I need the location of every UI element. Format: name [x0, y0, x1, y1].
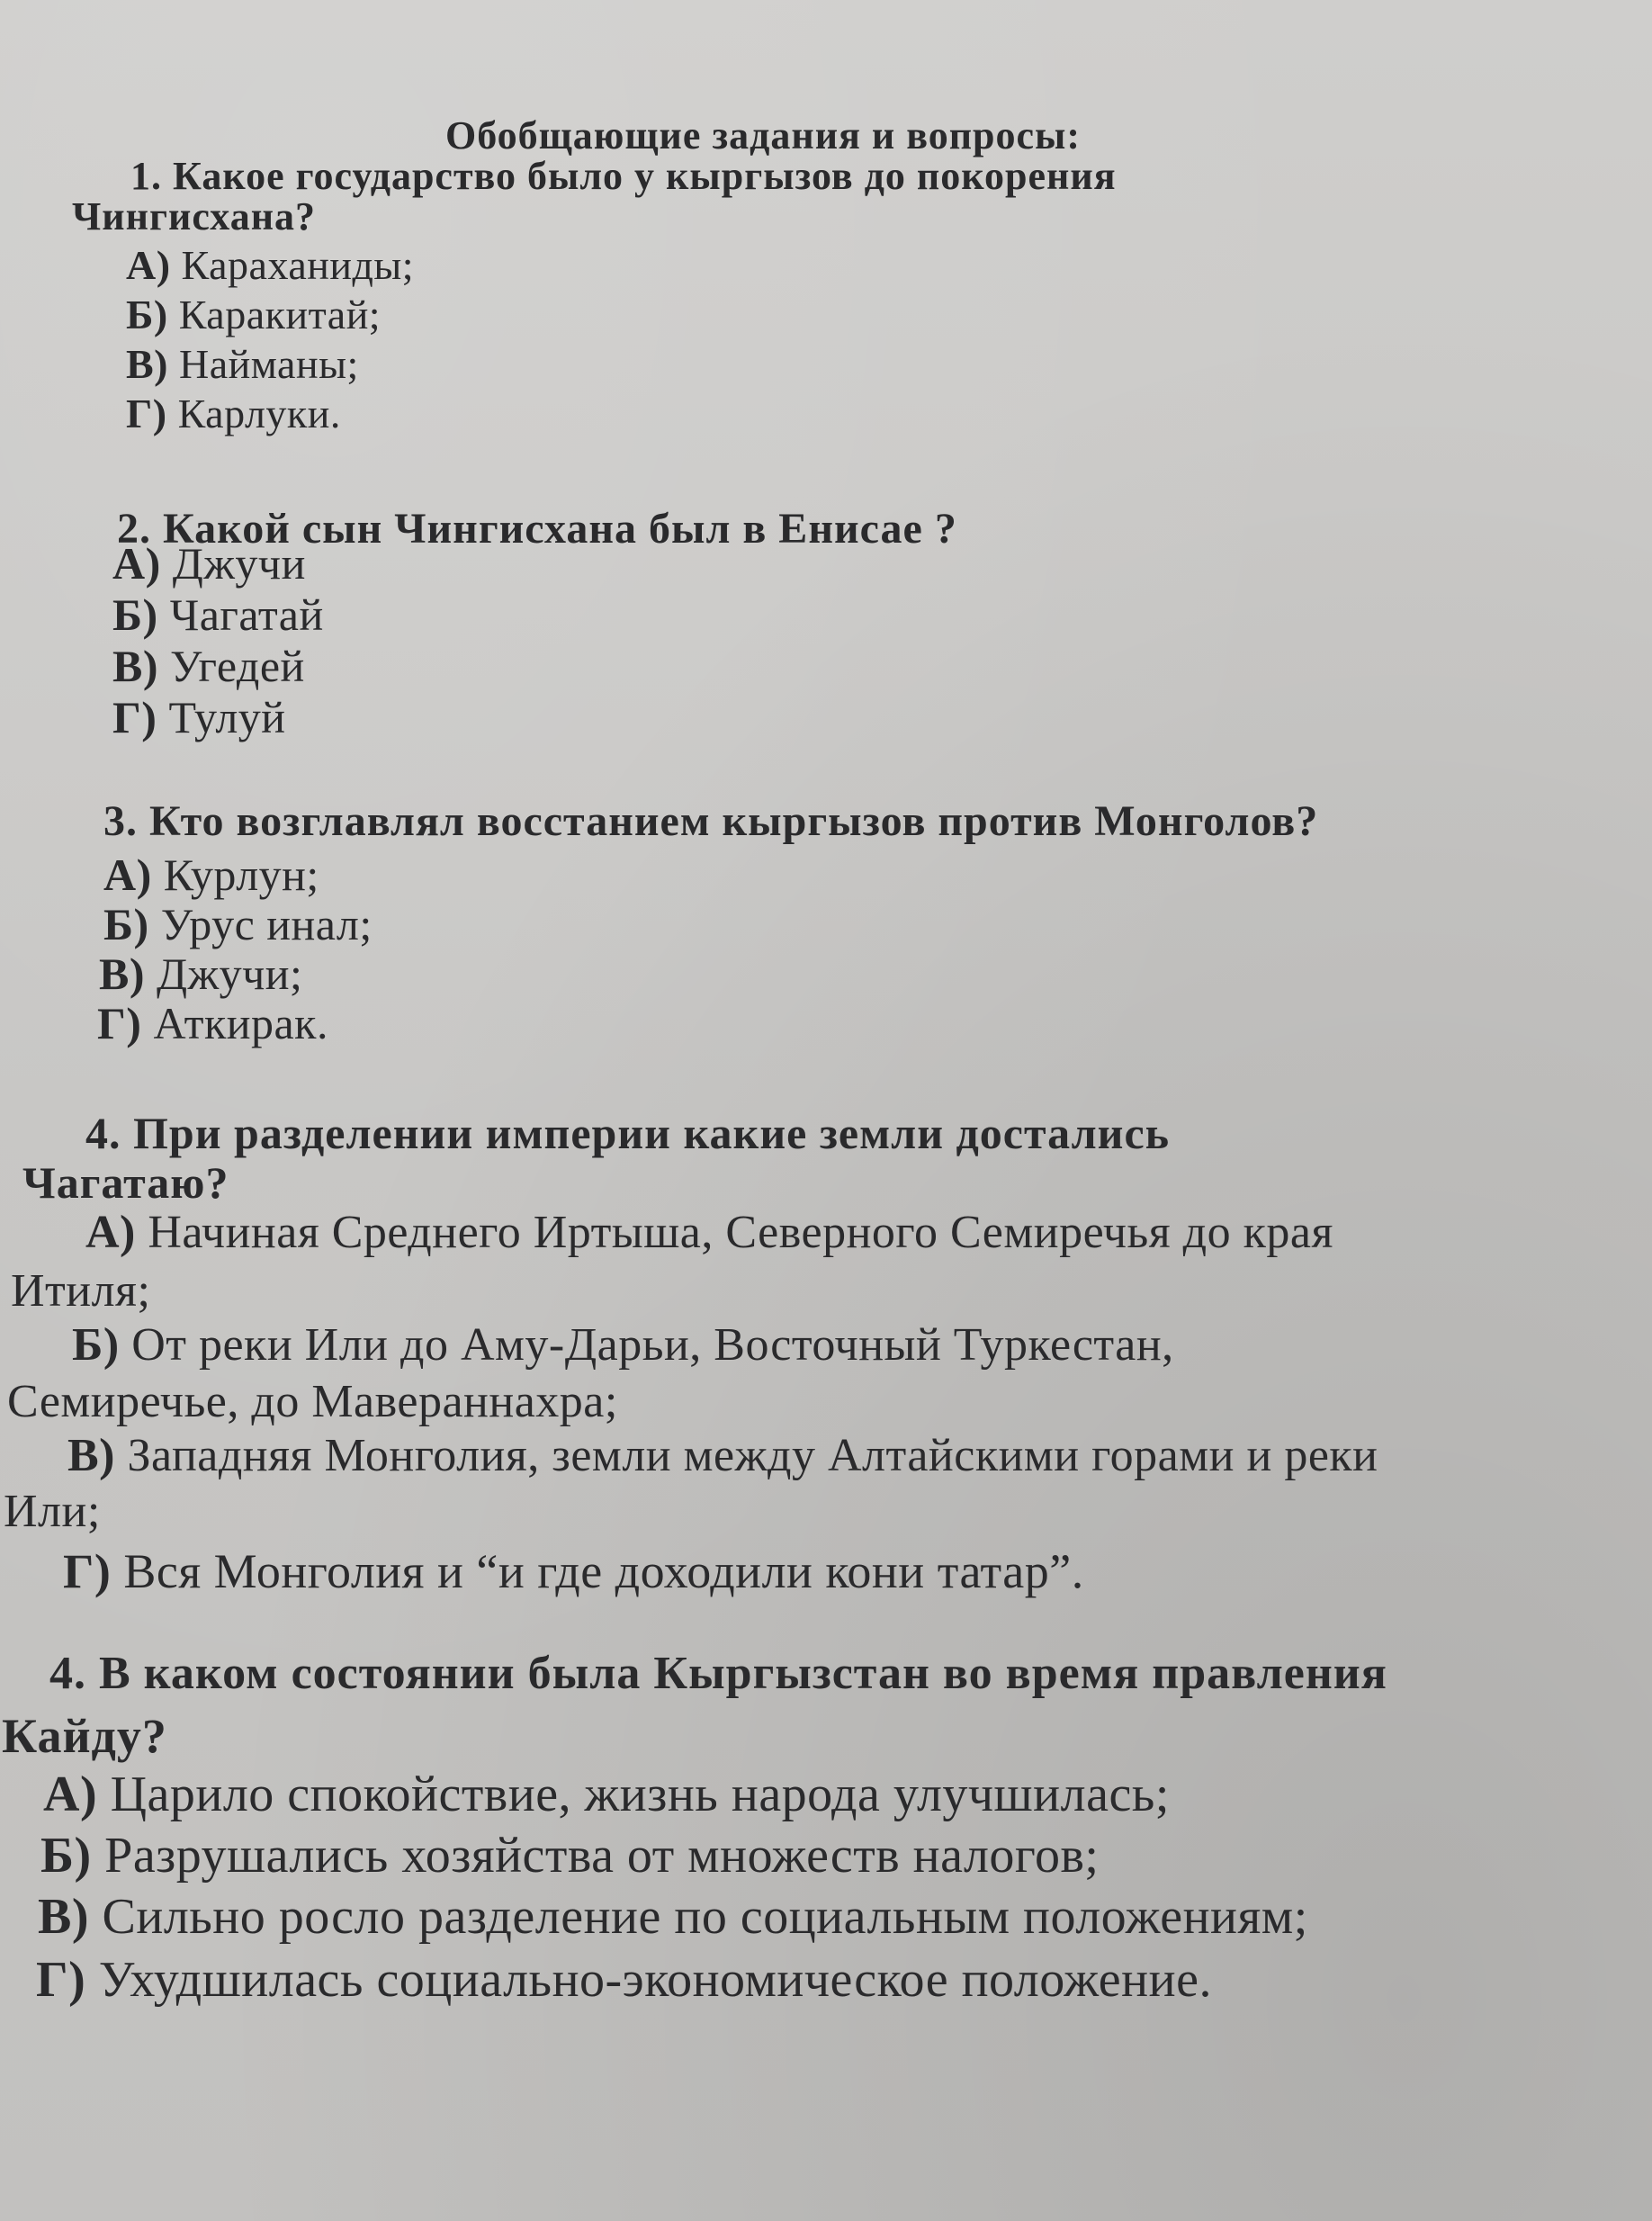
question-4-option-b: Б) От реки Или до Аму-Дарьи, Восточный Туркестан, [72, 1319, 1174, 1371]
question-2-option-d: Г) Тулуй [112, 692, 286, 742]
question-3-option-b: Б) Урус инал; [103, 899, 373, 949]
question-2-text: 2. Какой сын Чингисхана был в Енисае ? [117, 505, 957, 553]
question-5-text: 4. В каком состоянии была Кыргызстан во время правления [49, 1648, 1387, 1699]
question-1-option-b: Б) Каракитай; [126, 292, 382, 337]
question-2-option-b: Б) Чагатай [112, 589, 324, 640]
question-4-option-a: А) Начиная Среднего Иртыша, Северного Семиречья до края [85, 1207, 1333, 1258]
question-1-text: 1. Какое государство было у кыргызов до покорения [130, 154, 1117, 198]
question-4-option-b-cont: Семиречье, до Мавераннахра; [7, 1376, 618, 1427]
question-3-text: 3. Кто возглавлял восстанием кыргызов против Монголов? [103, 797, 1319, 845]
question-3-option-c: В) Джучи; [99, 949, 303, 999]
question-5-option-b: Б) Разрушались хозяйства от множеств налогов; [40, 1828, 1100, 1884]
page-title: Обобщающие задания и вопросы: [445, 113, 1082, 157]
question-4-text: 4. При разделении империи какие земли достались [85, 1108, 1171, 1158]
question-3-option-d: Г) Аткирак. [97, 998, 328, 1048]
question-4-text-cont: Чагатаю? [22, 1157, 229, 1208]
question-4-option-d: Г) Вся Монголия и “и где доходили кони татар”. [63, 1544, 1084, 1598]
question-4-option-a-cont: Итиля; [11, 1265, 151, 1317]
question-5-text-cont: Кайду? [2, 1709, 167, 1763]
question-2-option-c: В) Угедей [112, 641, 305, 691]
question-1-option-c: В) Найманы; [126, 341, 359, 387]
question-4-option-c-cont: Или; [4, 1486, 101, 1537]
question-5-option-d: Г) Ухудшилась социально-экономическое положение. [36, 1952, 1212, 2008]
question-5-option-c: В) Сильно росло разделение по социальным положениям; [38, 1889, 1308, 1945]
question-5-option-a: А) Царило спокойствие, жизнь народа улучшилась; [43, 1767, 1170, 1822]
question-1-text-cont: Чингисхана? [72, 194, 317, 238]
question-4-option-c: В) Западняя Монголия, земли между Алтайскими горами и реки [67, 1430, 1378, 1481]
question-1-option-a: А) Караханиды; [126, 242, 415, 288]
question-2-option-a: А) Джучи [112, 538, 306, 589]
question-3-option-a: А) Курлун; [103, 850, 319, 900]
question-1-option-d: Г) Карлуки. [126, 391, 341, 436]
